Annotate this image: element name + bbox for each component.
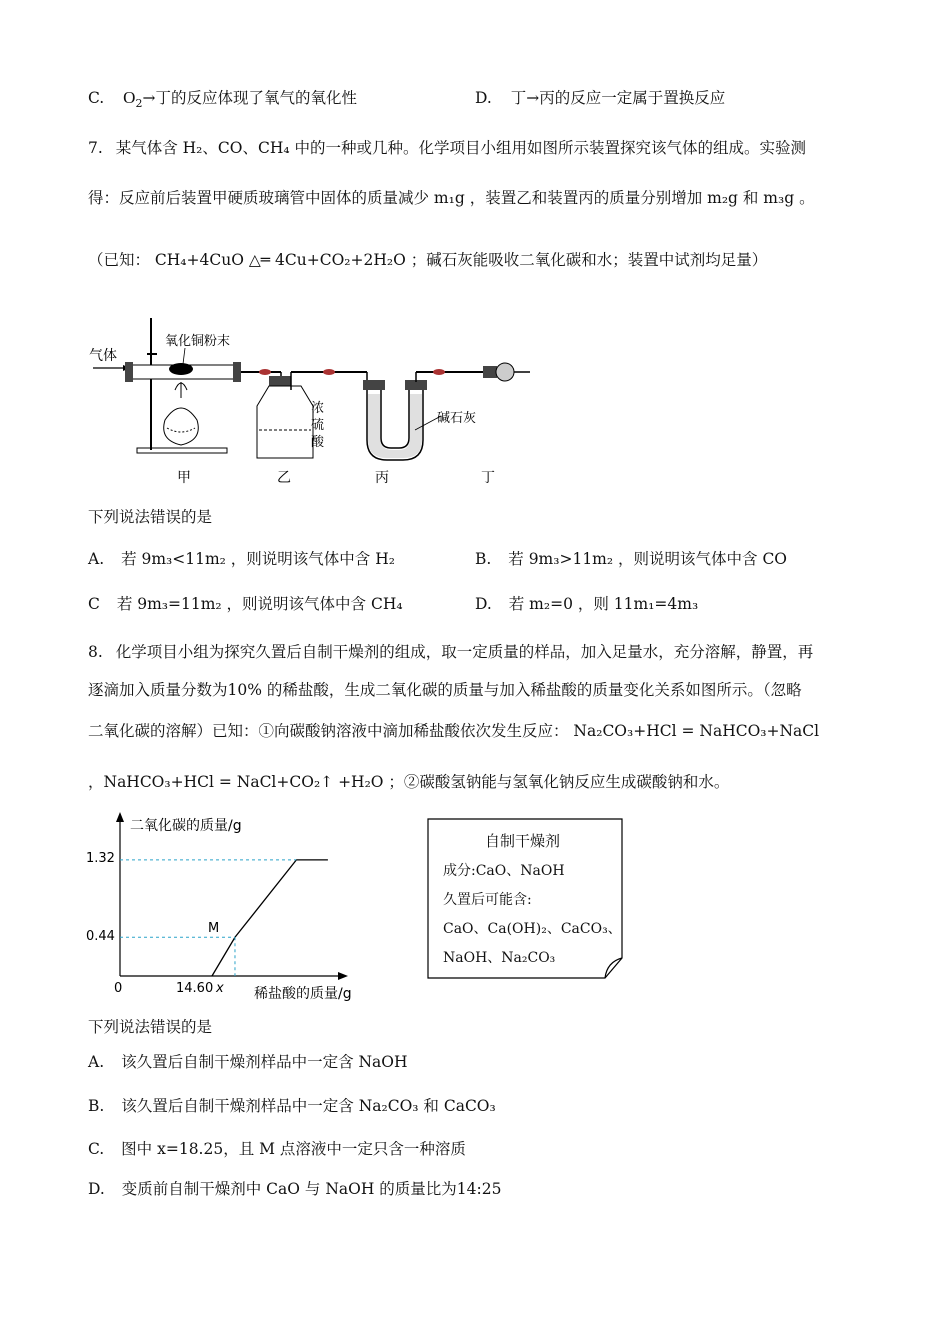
q7-option-d: D. 若 m₂=0 ，则 11m₁=4m₃	[475, 595, 699, 613]
q7-stem-line2: 得：反应前后装置甲硬质玻璃管中固体的质量减少 m₁g ，装置乙和装置丙的质量分别增加 m₂g 和 m₃g 。	[88, 189, 815, 207]
acid-label-3: 酸	[311, 435, 325, 450]
x-axis-label: 稀盐酸的质量/g	[254, 986, 352, 1002]
device-label-ding: 丁	[481, 470, 495, 486]
card-line-3: CaO、Ca(OH)₂、CaCO₃、	[443, 921, 622, 937]
device-label-bing: 丙	[375, 470, 389, 486]
option-label: C	[88, 595, 100, 613]
option-label: C.	[88, 89, 105, 107]
acid-label-1: 浓	[311, 401, 325, 416]
x-tick-x: x	[216, 981, 224, 996]
card-line-1: 成分:CaO、NaOH	[443, 863, 565, 879]
y-axis-label: 二氧化碳的质量/g	[130, 818, 242, 834]
q7-known: （已知： CH₄+4CuO △═ 4Cu+CO₂+2H₂O ；碱石灰能吸收二氧化碳和水；装置中试剂均足量）	[88, 251, 768, 269]
q7-option-a: A. 若 9m₃<11m₂ ，则说明该气体中含 H₂	[88, 550, 395, 568]
q8-question: 下列说法错误的是	[88, 1018, 213, 1036]
q6-option-c: C. $O_2\to$丁的反应体现了氧气的氧化性	[88, 88, 357, 110]
y-tick-1.32: 1.32	[86, 851, 115, 866]
q7-option-c: C 若 9m₃=11m₂ ，则说明该气体中含 CH₄	[88, 595, 403, 613]
point-label-m: M	[208, 921, 220, 936]
question-number: 7.	[88, 139, 103, 157]
cuo-label: 氧化铜粉末	[165, 334, 231, 349]
q7-question: 下列说法错误的是	[88, 508, 213, 526]
option-label: A.	[88, 1053, 105, 1071]
y-tick-0.44: 0.44	[86, 929, 115, 944]
co2-line	[212, 860, 328, 976]
option-label: D.	[88, 1180, 105, 1198]
co2-mass-chart	[80, 810, 380, 1005]
q7-stem-line1: 7. 某气体含 H₂、CO、CH₄ 中的一种或几种。化学项目小组用如图所示装置探究该气体的组成。实验测	[88, 139, 806, 157]
x-axis-arrow	[338, 972, 348, 980]
origin-label: 0	[114, 981, 123, 996]
y-axis-arrow	[116, 812, 124, 822]
q8-option-a: A. 该久置后自制干燥剂样品中一定含 NaOH	[88, 1053, 408, 1071]
option-label: B.	[475, 550, 492, 568]
q8-option-c: C. 图中 x=18.25，且 M 点溶液中一定只含一种溶质	[88, 1140, 466, 1158]
acid-label-2: 硫	[311, 418, 325, 433]
option-label: B.	[88, 1097, 105, 1115]
card-line-4: NaOH、Na₂CO₃	[443, 950, 556, 966]
option-label: D.	[475, 89, 492, 107]
x-tick-14.60: 14.60	[176, 981, 214, 996]
soda-lime-label: 碱石灰	[437, 411, 477, 426]
q8-stem-line2: 逐滴加入质量分数为10% 的稀盐酸，生成二氧化碳的质量与加入稀盐酸的质量变化关系如图所示。（忽略	[88, 681, 802, 699]
q8-option-b: B. 该久置后自制干燥剂样品中一定含 Na₂CO₃ 和 CaCO₃	[88, 1097, 496, 1115]
q8-option-d: D. 变质前自制干燥剂中 CaO 与 NaOH 的质量比为14:25	[88, 1180, 502, 1198]
question-number: 8.	[88, 643, 103, 661]
device-label-yi: 乙	[277, 470, 291, 486]
q8-stem-line3: 二氧化碳的溶解）已知：①向碳酸钠溶液中滴加稀盐酸依次发生反应： Na₂CO₃+HCl = NaHCO₃+NaCl	[88, 722, 820, 740]
device-label-jia: 甲	[177, 470, 191, 486]
option-label: C.	[88, 1140, 105, 1158]
q8-stem-line4: ，NaHCO₃+HCl = NaCl+CO₂↑ +H₂O ；②碳酸氢钠能与氢氧化钠反应生成碳酸钠和水。	[88, 773, 730, 791]
option-label: A.	[88, 550, 105, 568]
apparatus-diagram	[85, 310, 535, 490]
card-title: 自制干燥剂	[485, 832, 561, 850]
q6-option-d: D. 丁→丙的反应一定属于置换反应	[475, 89, 726, 107]
card-line-2: 久置后可能含:	[443, 892, 532, 908]
q7-option-b: B. 若 9m₃>11m₂ ，则说明该气体中含 CO	[475, 550, 788, 568]
option-label: D.	[475, 595, 492, 613]
q8-stem-line1: 8. 化学项目小组为探究久置后自制干燥剂的组成，取一定质量的样品，加入足量水，充分溶解，静置，再	[88, 643, 814, 661]
gas-in-label: 气体	[89, 348, 117, 364]
